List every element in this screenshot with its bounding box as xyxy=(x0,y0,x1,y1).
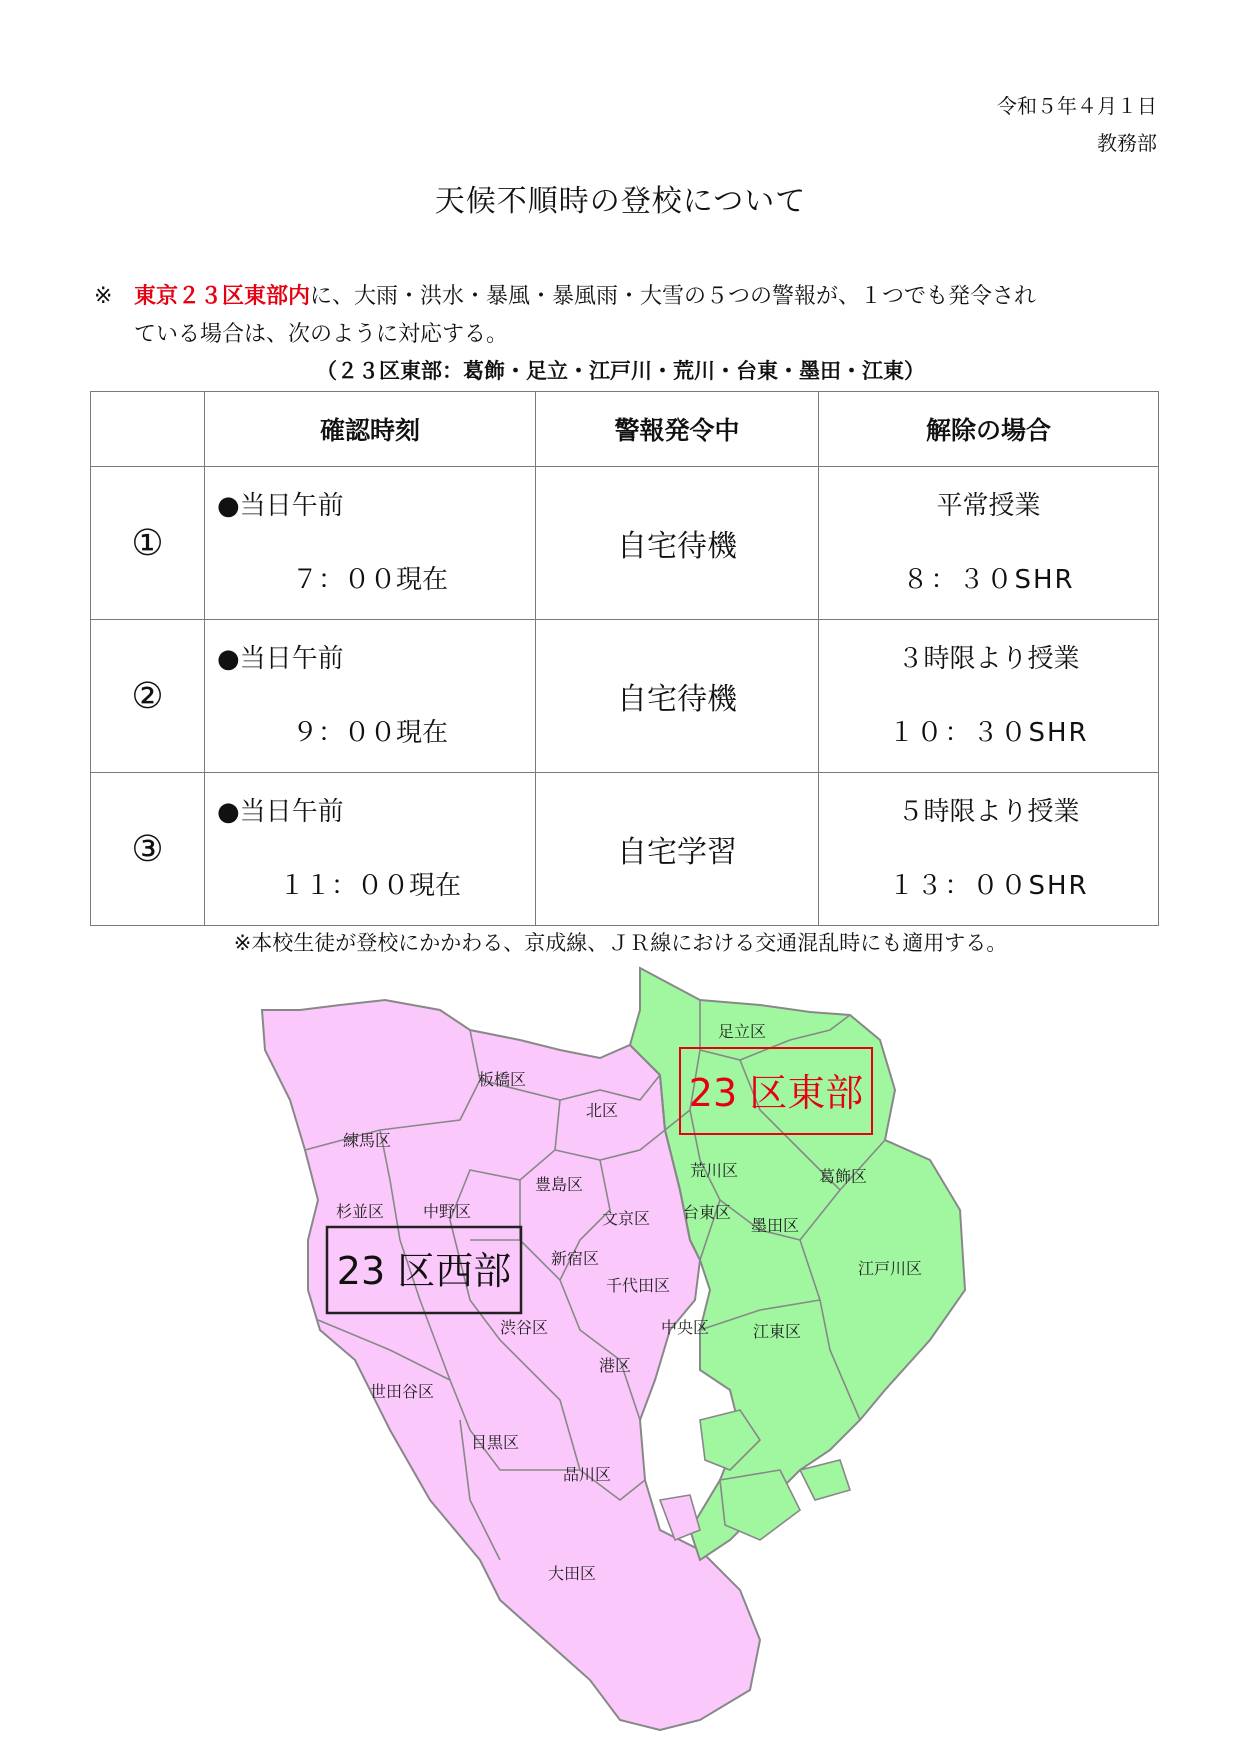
check-time-label: ●当日午前 xyxy=(217,644,344,675)
row-number: ② xyxy=(91,620,205,773)
table-header-check-time: 確認時刻 xyxy=(205,392,536,467)
ward-label-shinjuku: 新宿区 xyxy=(550,1249,600,1268)
check-time-value: ７：００現在 xyxy=(291,565,448,596)
notice-highlight: 東京２３区東部内 xyxy=(134,284,311,309)
ward-label-koto: 江東区 xyxy=(752,1322,802,1341)
lifted-shr-time: ８：３０SHR xyxy=(902,565,1075,596)
check-time-value: ９：００現在 xyxy=(291,718,448,749)
ward-label-itabashi: 板橋区 xyxy=(477,1070,527,1089)
ward-label-ota: 大田区 xyxy=(547,1564,597,1583)
ward-label-bunkyo: 文京区 xyxy=(601,1209,651,1228)
notice-line-1-rest: に、大雨・洪水・暴風・暴風雨・大雪の５つの警報が、１つでも発令され xyxy=(310,284,1037,309)
table-header-warning-active: 警報発令中 xyxy=(536,392,819,467)
warning-status: 自宅待機 xyxy=(536,620,819,773)
footnote: ※本校生徒が登校にかかわる、京成線、ＪＲ線における交通混乱時にも適用する。 xyxy=(233,931,1008,955)
ward-label-shinagawa: 品川区 xyxy=(562,1465,612,1484)
ward-label-shibuya: 渋谷区 xyxy=(499,1318,549,1337)
ward-label-suginami: 杉並区 xyxy=(335,1202,385,1221)
table-header-if-lifted: 解除の場合 xyxy=(819,392,1159,467)
lifted-shr-time: １３：００SHR xyxy=(888,871,1089,902)
warning-status: 自宅学習 xyxy=(536,773,819,926)
ward-label-katsushika: 葛飾区 xyxy=(818,1167,868,1186)
ward-label-nerima: 練馬区 xyxy=(342,1131,392,1150)
row-number: ① xyxy=(91,467,205,620)
notice-line-2: ている場合は、次のように対応する。 xyxy=(134,322,509,347)
lifted-class-start: ５時限より授業 xyxy=(897,797,1080,828)
ward-label-edogawa: 江戸川区 xyxy=(857,1259,923,1278)
ward-label-adachi: 足立区 xyxy=(717,1022,767,1041)
document-date: 令和５年４月１日 xyxy=(997,94,1157,118)
ward-label-taito: 台東区 xyxy=(682,1203,732,1222)
east-wards-note: （２３区東部：葛飾・足立・江戸川・荒川・台東・墨田・江東） xyxy=(316,359,925,383)
ward-label-kita: 北区 xyxy=(585,1101,619,1120)
check-time-label: ●当日午前 xyxy=(217,491,344,522)
check-time-value: １１：００現在 xyxy=(278,871,461,902)
notice-mark: ※ xyxy=(94,284,113,309)
lifted-shr-time: １０：３０SHR xyxy=(888,718,1089,749)
issuing-department: 教務部 xyxy=(1097,131,1157,155)
row-number: ③ xyxy=(91,773,205,926)
ward-label-minato: 港区 xyxy=(598,1356,632,1375)
lifted-class-start: ３時限より授業 xyxy=(897,644,1080,675)
lifted-class-start: 平常授業 xyxy=(936,491,1041,522)
ward-label-toshima: 豊島区 xyxy=(534,1175,584,1194)
ward-label-arakawa: 荒川区 xyxy=(689,1161,739,1180)
ward-label-setagaya: 世田谷区 xyxy=(369,1382,435,1401)
east-region-label: 23 区東部 xyxy=(688,1071,864,1115)
ward-label-chiyoda: 千代田区 xyxy=(605,1276,671,1295)
west-region-label: 23 区西部 xyxy=(336,1249,512,1293)
ward-label-meguro: 目黒区 xyxy=(470,1433,520,1452)
warning-status: 自宅待機 xyxy=(536,467,819,620)
ward-label-sumida: 墨田区 xyxy=(750,1216,800,1235)
check-time-label: ●当日午前 xyxy=(217,797,344,828)
ward-label-nakano: 中野区 xyxy=(422,1202,472,1221)
ward-label-chuo: 中央区 xyxy=(660,1318,710,1337)
page-title: 天候不順時の登校について xyxy=(434,184,807,219)
